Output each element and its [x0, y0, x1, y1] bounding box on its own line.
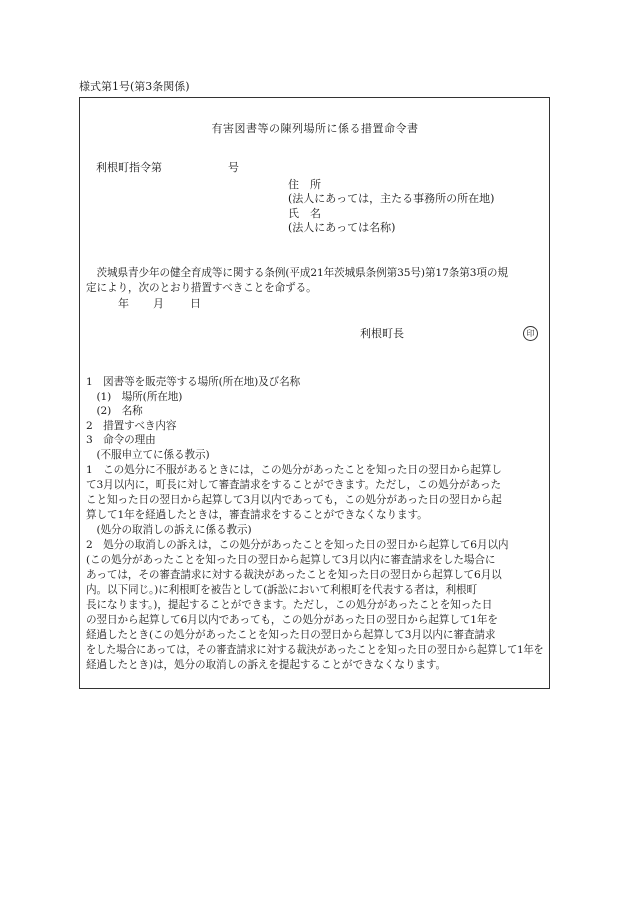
main-text-line: 定により，次のとおり措置すべきことを命ずる。 — [86, 282, 317, 294]
lawsuit-text-line: 2 処分の取消しの訴えは，この処分があったことを知った日の翌日から起算して6月以内 — [86, 539, 509, 551]
item-line: 2 措置すべき内容 — [86, 420, 177, 432]
seal-mark: 印 — [523, 326, 538, 341]
item-line: (1) 場所(所在地) — [86, 391, 183, 403]
date-year: 年 — [118, 297, 129, 310]
item-line: (2) 名称 — [86, 405, 143, 417]
main-text-line: 茨城県青少年の健全育成等に関する条例(平成21年茨城県条例第35号)第17条第3項の規 — [86, 267, 508, 279]
lawsuit-text-line: 経過したとき)は，処分の取消しの訴えを提起することができなくなります。 — [86, 659, 446, 671]
order-number-prefix: 利根町指令第 — [96, 161, 162, 174]
appeal-text-line: 1 この処分に不服があるときには，この処分があったことを知った日の翌日から起算し — [86, 464, 502, 476]
lawsuit-text-line: あっては，その審査請求に対する裁決があったことを知った日の翌日から起算して6月以 — [86, 569, 502, 581]
appeal-text-line: 算して1年を経過したときは，審査請求をすることができなくなります。 — [86, 509, 428, 521]
lawsuit-text-line: 経過したとき(この処分があったことを知った日の翌日から起算して3月以内に審査請求 — [86, 629, 496, 641]
lawsuit-text-line: 長になります。)，提起することができます。ただし，この処分があったことを知った日 — [86, 599, 493, 611]
name-label: 氏 名 — [288, 207, 321, 220]
order-number-suffix: 号 — [228, 161, 239, 174]
date-month: 月 — [153, 297, 164, 310]
lawsuit-text-line: をした場合にあっては，その審査請求に対する裁決があったことを知った日の翌日から起算して1年を — [86, 644, 544, 656]
item-line: (不服申立てに係る教示) — [86, 449, 210, 461]
appeal-text-line: て3月以内に，町長に対して審査請求をすることができます。ただし，この処分があった — [86, 479, 501, 491]
lawsuit-heading: (処分の取消しの訴えに係る教示) — [86, 524, 252, 536]
item-line: 1 図書等を販売等する場所(所在地)及び名称 — [86, 376, 301, 388]
lawsuit-text-line: (この処分があったことを知った日の翌日から起算して3月以内に審査請求をした場合に — [86, 554, 496, 566]
lawsuit-text-line: 内。以下同じ。)に利根町を被告として(訴訟において利根町を代表する者は，利根町 — [86, 584, 478, 596]
lawsuit-text-line: の翌日から起算して6月以内であっても，この処分があった日の翌日から起算して1年を — [86, 614, 498, 626]
form-label: 様式第1号(第3条関係) — [79, 80, 190, 93]
name-note: (法人にあっては名称) — [288, 221, 396, 234]
document-title: 有害図書等の陳列場所に係る措置命令書 — [211, 122, 419, 135]
item-line: 3 命令の理由 — [86, 434, 156, 446]
address-label: 住 所 — [288, 178, 321, 191]
issuer: 利根町長 — [360, 327, 404, 340]
address-note: (法人にあっては，主たる事務所の所在地) — [288, 192, 495, 205]
appeal-text-line: こと知った日の翌日から起算して3月以内であっても，この処分があった日の翌日から起 — [86, 494, 502, 506]
date-day: 日 — [190, 297, 201, 310]
